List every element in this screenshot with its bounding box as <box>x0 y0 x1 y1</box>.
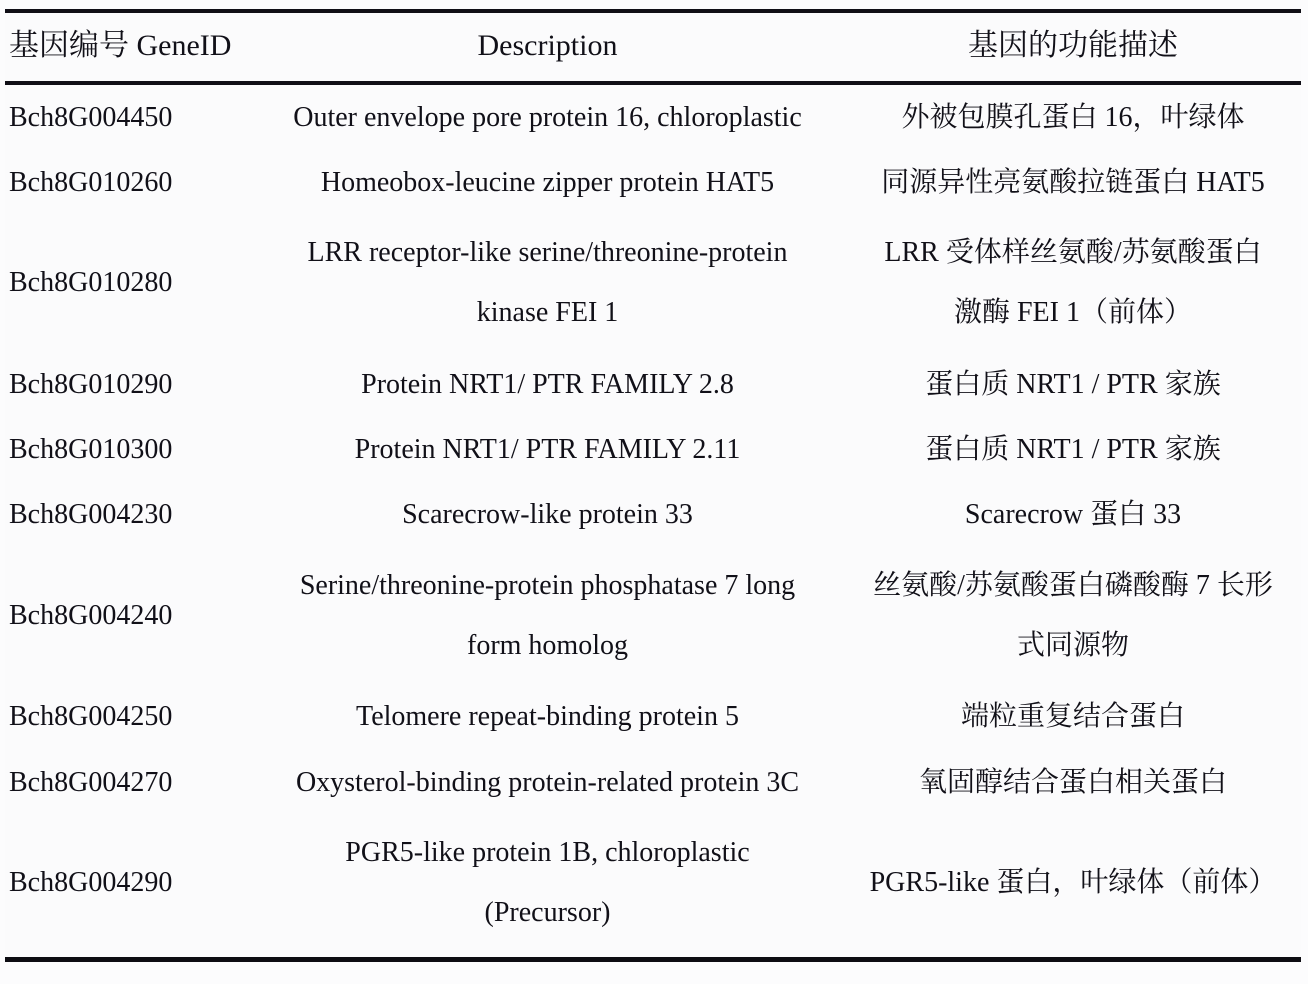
function-line: 蛋白质 NRT1 / PTR 家族 <box>925 434 1221 466</box>
cell-description <box>250 417 845 482</box>
function-line: 丝氨酸/苏氨酸蛋白磷酸酶 7 长形 <box>873 569 1273 601</box>
description-line: Homeobox-leucine zipper protein HAT5 <box>320 166 775 198</box>
table-row <box>5 215 1301 351</box>
cell-function <box>845 150 1301 215</box>
table-row <box>5 83 1301 150</box>
function-line: 外被包膜孔蛋白 16，叶绿体 <box>901 101 1245 133</box>
cell-description <box>250 548 845 684</box>
function-line: 氧固醇结合蛋白相关蛋白 <box>918 766 1227 798</box>
description-line: Serine/threonine-protein phosphatase 7 long <box>299 569 796 601</box>
description-line: kinase FEI 1 <box>476 297 619 329</box>
description-line: Outer envelope pore protein 16, chloroplastic <box>293 101 802 133</box>
column-header-function: 基因的功能描述 <box>845 11 1301 83</box>
table-body <box>5 83 1301 960</box>
cell-gene-id: Bch8G010290 <box>5 352 250 417</box>
table-row <box>5 150 1301 215</box>
description-line: Protein NRT1/ PTR FAMILY 2.8 <box>361 368 734 400</box>
function-line: 式同源物 <box>1016 630 1129 662</box>
cell-gene-id: Bch8G004230 <box>5 482 250 547</box>
table-row <box>5 684 1301 749</box>
cell-function <box>845 482 1301 547</box>
description-line: form homolog <box>467 630 628 662</box>
cell-function <box>845 684 1301 749</box>
description-line: Protein NRT1/ PTR FAMILY 2.11 <box>354 434 741 466</box>
cell-function <box>845 417 1301 482</box>
cell-function <box>845 548 1301 684</box>
cell-function <box>845 352 1301 417</box>
table-row <box>5 482 1301 547</box>
description-line: LRR receptor-like serine/threonine-protein <box>307 237 788 269</box>
cell-description <box>250 684 845 749</box>
cell-description <box>250 83 845 150</box>
cell-gene-id: Bch8G004290 <box>5 815 250 960</box>
cell-gene-id: Bch8G004450 <box>5 83 250 150</box>
cell-function <box>845 750 1301 815</box>
cell-function <box>845 815 1301 960</box>
function-line: Scarecrow 蛋白 33 <box>964 499 1182 531</box>
description-line: PGR5-like protein 1B, chloroplastic <box>345 836 750 868</box>
function-line: 端粒重复结合蛋白 <box>960 701 1185 733</box>
description-line: Telomere repeat-binding protein 5 <box>356 701 739 733</box>
cell-gene-id: Bch8G004250 <box>5 684 250 749</box>
table-row <box>5 750 1301 815</box>
cell-description <box>250 352 845 417</box>
table-row <box>5 417 1301 482</box>
description-line: Oxysterol-binding protein-related protein 3C <box>295 766 800 798</box>
cell-description <box>250 482 845 547</box>
function-line: 蛋白质 NRT1 / PTR 家族 <box>925 368 1221 400</box>
table-row <box>5 815 1301 960</box>
table-header-row <box>5 11 1301 83</box>
cell-description <box>250 215 845 351</box>
table-row <box>5 352 1301 417</box>
function-line: 同源异性亮氨酸拉链蛋白 HAT5 <box>881 166 1265 198</box>
cell-description <box>250 150 845 215</box>
cell-description <box>250 750 845 815</box>
function-line: LRR 受体样丝氨酸/苏氨酸蛋白 <box>884 237 1262 269</box>
column-header-gene-id: 基因编号 GeneID <box>5 11 250 83</box>
cell-gene-id: Bch8G010300 <box>5 417 250 482</box>
description-line: Scarecrow-like protein 33 <box>402 499 693 531</box>
column-header-description: Description <box>250 11 845 83</box>
cell-description <box>250 815 845 960</box>
table-row <box>5 548 1301 684</box>
function-line: 激酶 FEI 1（前体） <box>953 297 1192 329</box>
cell-gene-id: Bch8G010260 <box>5 150 250 215</box>
cell-function <box>845 215 1301 351</box>
cell-function <box>845 83 1301 150</box>
cell-gene-id: Bch8G010280 <box>5 215 250 351</box>
table-header <box>5 11 1301 83</box>
cell-gene-id: Bch8G004240 <box>5 548 250 684</box>
cell-gene-id: Bch8G004270 <box>5 750 250 815</box>
gene-annotation-table <box>5 9 1301 962</box>
description-line: (Precursor) <box>484 897 611 929</box>
function-line: PGR5-like 蛋白，叶绿体（前体） <box>869 867 1277 899</box>
